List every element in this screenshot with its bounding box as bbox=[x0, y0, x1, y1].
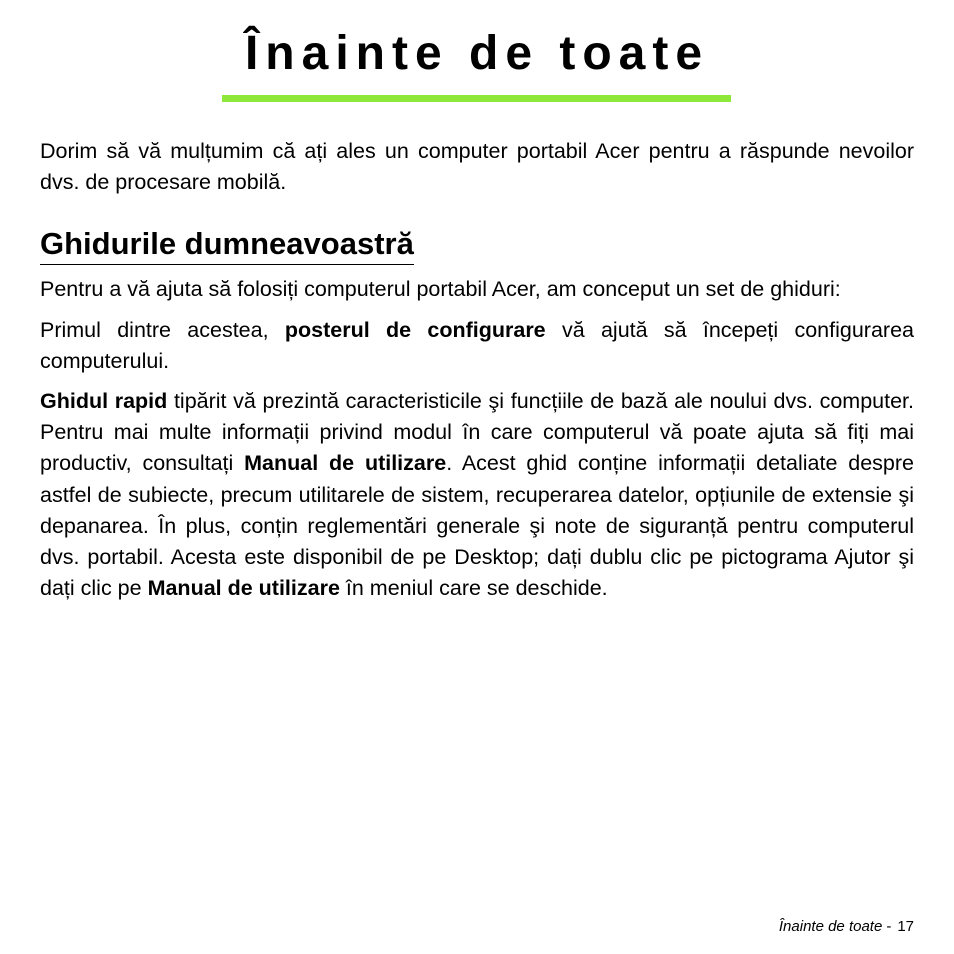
footer-page-number: 17 bbox=[897, 918, 914, 935]
text-run: . Acest ghid conține informații detaliate despre astfel de subiecte, precum utilitarele de sistem, recuperarea datelor, opțiunile de extensie şi depanarea. În plus, conțin reglementări generale şi note de siguranță pentru computerul dvs. portabil. Acesta este disponibil de pe Desktop; dați dublu clic pe pictograma Ajutor şi dați clic pe bbox=[40, 451, 914, 601]
bold-term-user-manual: Manual de utilizare bbox=[244, 451, 447, 476]
page-footer bbox=[779, 917, 914, 937]
setup-poster-paragraph bbox=[40, 315, 914, 377]
guides-intro-paragraph: Pentru a vă ajuta să folosiți computerul portabil Acer, am conceput un set de ghiduri: bbox=[40, 277, 841, 302]
page-content bbox=[40, 136, 914, 604]
intro-paragraph: Dorim să vă mulțumim că ați ales un computer portabil Acer pentru a răspunde nevoilor dvs. de procesare mobilă. bbox=[40, 139, 914, 195]
bold-term-quick-guide: Ghidul rapid bbox=[40, 389, 168, 414]
footer-separator: - bbox=[886, 918, 892, 935]
text-run: în meniul care se deschide. bbox=[339, 576, 608, 601]
page-title: Înainte de toate bbox=[244, 27, 710, 80]
footer-running-title: Înainte de toate bbox=[778, 918, 883, 935]
text-run: vă ajută să începeți configurarea computerului. bbox=[40, 317, 914, 373]
bold-term-user-manual: Manual de utilizare bbox=[147, 576, 340, 601]
text-run: Primul dintre acestea, bbox=[40, 317, 285, 342]
bold-term-setup-poster: posterul de configurare bbox=[284, 317, 546, 342]
text-run: tipărit vă prezintă caracteristicile şi funcțiile de bază ale noului dvs. computer. Pentru mai multe informații privind modul în care computerul vă poate ajuta să fiți mai productiv, consultați bbox=[40, 389, 915, 476]
section-heading: Ghidurile dumneavoastră bbox=[40, 225, 414, 265]
title-underline-rule bbox=[222, 95, 731, 102]
quick-guide-paragraph bbox=[40, 386, 914, 604]
